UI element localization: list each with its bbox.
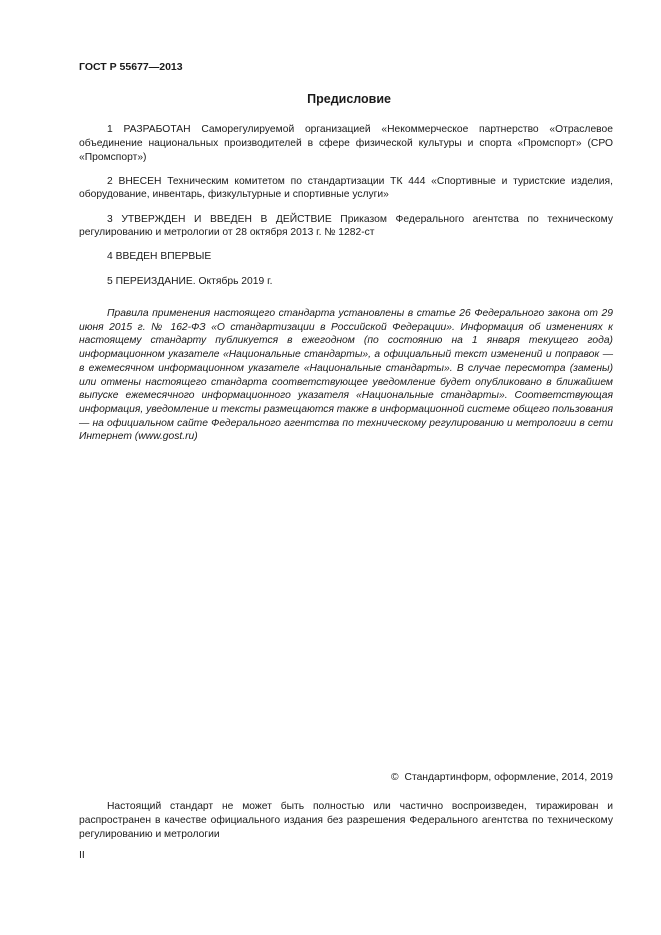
item-keyword: ПЕРЕИЗДАНИЕ. bbox=[115, 275, 196, 287]
item-number: 4 bbox=[107, 251, 113, 263]
item-text: Саморегулируемой организацией «Некоммерческое партнерство «Отраслевое объединение национальных производителей в сфере физической культуры и спорта «Промспорт» (СРО «Промспорт») bbox=[79, 124, 613, 163]
item-keyword: РАЗРАБОТАН bbox=[123, 124, 191, 135]
item-number: 5 bbox=[107, 275, 113, 287]
preface-item-4 bbox=[79, 250, 613, 264]
item-number: 2 bbox=[107, 175, 113, 187]
item-keyword: ВНЕСЕН bbox=[118, 175, 162, 187]
copyright-symbol: © bbox=[390, 772, 399, 783]
page-number: II bbox=[79, 849, 85, 861]
copyright-text: Стандартинформ, оформление, 2014, 2019 bbox=[404, 772, 613, 783]
standard-code: ГОСТ Р 55677—2013 bbox=[79, 61, 183, 73]
preface-item-5 bbox=[79, 275, 613, 289]
item-text: Октябрь 2019 г. bbox=[198, 275, 273, 287]
item-text: Техническим комитетом по стандартизации ТК 444 «Спортивные и туристские изделия, оборудование, инвентарь, физкультурные и спортивные услуги» bbox=[79, 175, 613, 201]
item-keyword: ВВЕДЕН ВПЕРВЫЕ bbox=[115, 251, 212, 263]
item-text: Приказом Федерального агентства по техническому регулированию и метрологии от 28 октября 2013 г. № 1282-ст bbox=[79, 213, 613, 239]
preface-item-2 bbox=[79, 175, 613, 203]
preface-item-3 bbox=[79, 213, 613, 241]
copyright-line bbox=[391, 772, 613, 783]
preface-items bbox=[79, 123, 613, 297]
item-number: 1 bbox=[107, 124, 113, 135]
item-keyword: УТВЕРЖДЕН И ВВЕДЕН В ДЕЙСТВИЕ bbox=[121, 213, 332, 225]
preface-title: Предисловие bbox=[307, 92, 391, 106]
preface-title-row bbox=[79, 92, 613, 106]
application-rules-note: Правила применения настоящего стандарта установлены в статье 26 Федерального закона от 29 июня 2015 г. № 162-ФЗ «О стандартизации в Российской Федерации». Информация об изменениях к настоящему стандарту публикуется в ежегодном (по состоянию на 1 января текущего года) информационном указателе «Национальные стандарты», а официальный текст изменений и поправок — в ежемесячном информационном указателе «Национальные стандарты». В случае пересмотра (замены) или отмены настоящего стандарта соответствующее уведомление будет опубликовано в ближайшем выпуске ежемесячного информационного указателя «Национальные стандарты». Соответствующая информация, уведомление и тексты размещаются также в информационной системе общего пользования — на официальном сайте Федерального агентства по техническому регулированию и метрологии в сети Интернет (www.gost.ru) bbox=[79, 308, 613, 443]
reproduction-notice: Настоящий стандарт не может быть полностью или частично воспроизведен, тиражирован и распространен в качестве официального издания без разрешения Федерального агентства по техническому регулированию и метрологии bbox=[79, 801, 613, 840]
item-number: 3 bbox=[107, 213, 113, 225]
preface-item-1 bbox=[79, 123, 613, 164]
